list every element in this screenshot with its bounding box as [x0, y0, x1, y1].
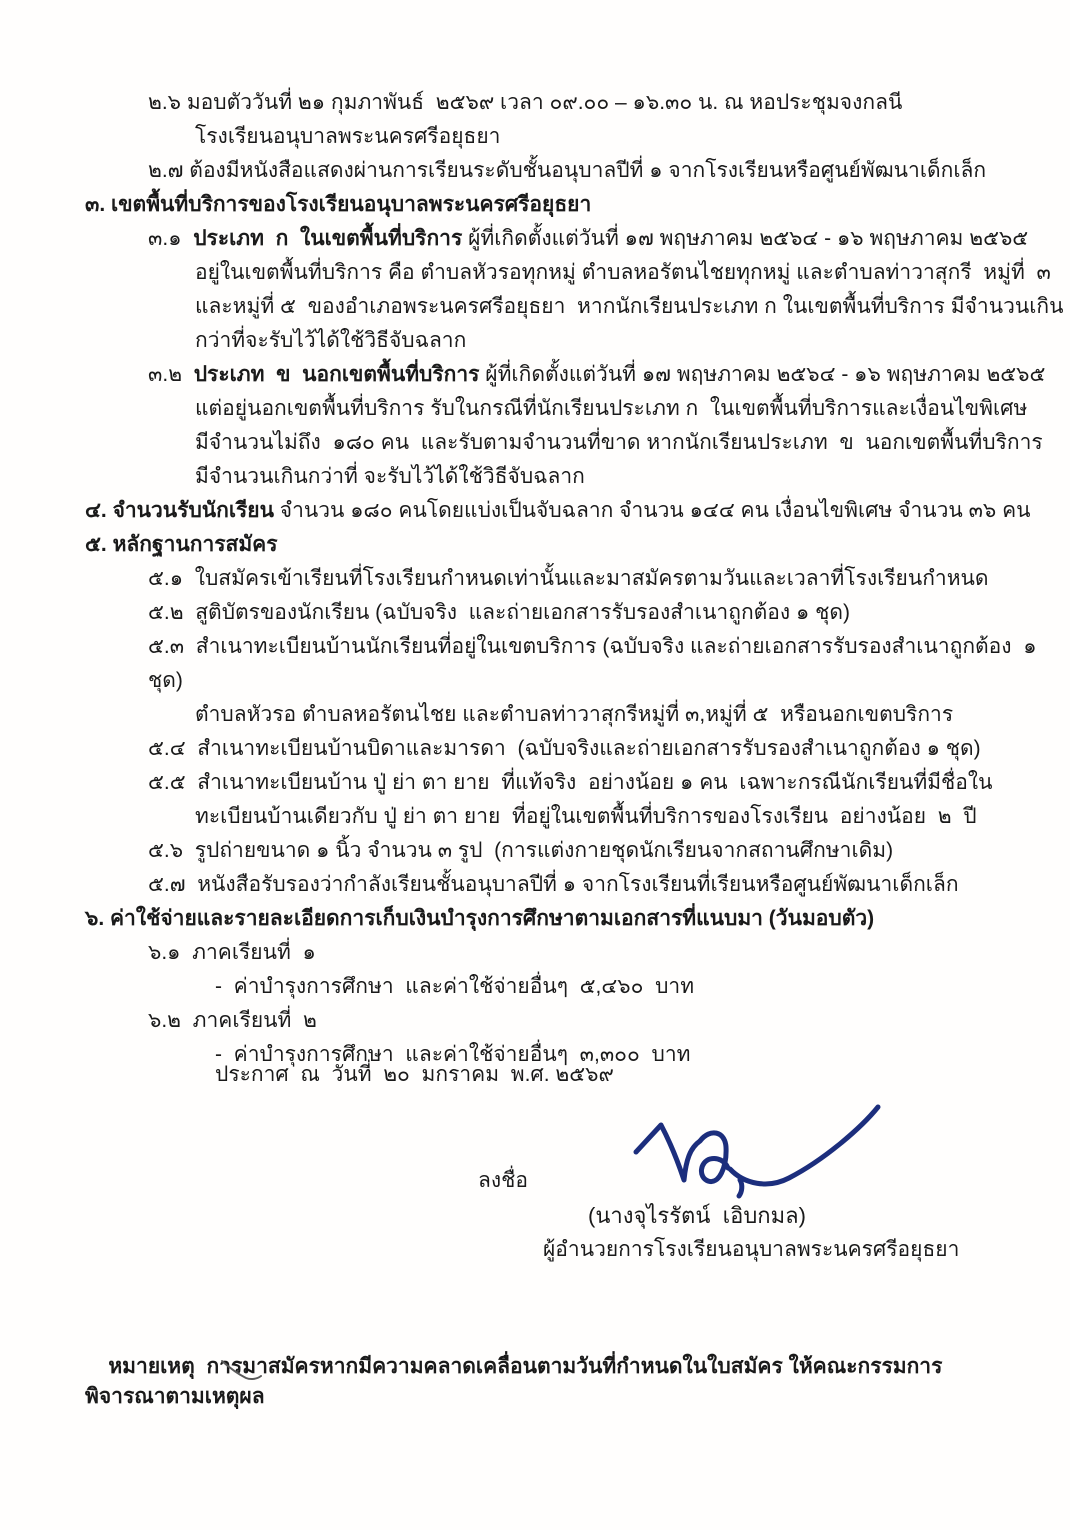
- text-segment: ๕.๖ รูปถ่ายขนาด ๑ นิ้ว จำนวน ๓ รูป (การแต่งกายชุดนักเรียนจากสถานศึกษาเดิม): [148, 839, 894, 862]
- document-line: [0, 970, 1070, 1004]
- text-segment: ๕.๒ สูติบัตรของนักเรียน (ฉบับจริง และถ่ายเอกสารรับรองสำเนาถูกต้อง ๑ ชุด): [148, 601, 851, 624]
- text-segment: ๕. หลักฐานการสมัคร: [85, 533, 278, 556]
- sign-label: ลงชื่อ: [478, 1169, 528, 1192]
- document-line: [0, 358, 1070, 392]
- text-segment: และหมู่ที่ ๕ ของอำเภอพระนครศรีอยุธยา หากนักเรียนประเภท ก ในเขตพื้นที่บริการ มีจำนวนเกิน: [195, 295, 1064, 318]
- text-segment: ๕.๓ สำเนาทะเบียนบ้านนักเรียนที่อยู่ในเขตบริการ (ฉบับจริง และถ่ายเอกสารรับรองสำเนาถูกต้อง ๑ ชุด): [148, 635, 1049, 692]
- document-line: [0, 732, 1070, 766]
- text-segment: อยู่ในเขตพื้นที่บริการ คือ ตำบลหัวรอทุกหมู่ ตำบลหอรัตนไชยทุกหมู่ และตำบลท่าวาสุกรี หมู่ที่ ๓: [195, 261, 1051, 284]
- document-line: [0, 834, 1070, 868]
- signer-title: ผู้อำนวยการโรงเรียนอนุบาลพระนครศรีอยุธยา: [543, 1238, 960, 1261]
- document-line: [0, 800, 1070, 834]
- text-segment: ทะเบียนบ้านเดียวกับ ปู่ ย่า ตา ยาย ที่อยู่ในเขตพื้นที่บริการของโรงเรียน อย่างน้อย ๒ ปี: [195, 805, 977, 828]
- text-segment: ๓. เขตพื้นที่บริการของโรงเรียนอนุบาลพระนครศรีอยุธยา: [85, 193, 592, 216]
- text-segment: ๖.๑ ภาคเรียนที่ ๑: [148, 941, 316, 964]
- document-line: [0, 1004, 1070, 1038]
- document-line: [0, 698, 1070, 732]
- text-segment: ๕.๔ สำเนาทะเบียนบ้านบิดาและมารดา (ฉบับจริงและถ่ายเอกสารรับรองสำเนาถูกต้อง ๑ ชุด): [148, 737, 981, 760]
- document-line: [0, 936, 1070, 970]
- signature-icon: [628, 1096, 883, 1204]
- document-line: [0, 868, 1070, 902]
- issued-date-line: ประกาศ ณ วันที่ ๒๐ มกราคม พ.ศ. ๒๕๖๙: [215, 1063, 614, 1086]
- text-segment: ประเภท ข นอกเขตพื้นที่บริการ: [193, 363, 486, 386]
- document-line: [0, 324, 1070, 358]
- document-line: [0, 460, 1070, 494]
- signer-name: (นางจุไรรัตน์ เอิบกมล): [588, 1203, 806, 1228]
- document-line: [0, 596, 1070, 630]
- text-segment: โรงเรียนอนุบาลพระนครศรีอยุธยา: [195, 125, 501, 148]
- document-line: [0, 188, 1070, 222]
- text-segment: ๔. จำนวนรับนักเรียน: [85, 499, 280, 522]
- document-line: [0, 86, 1070, 120]
- text-segment: ๕.๗ หนังสือรับรองว่ากำลังเรียนชั้นอนุบาลปีที่ ๑ จากโรงเรียนที่เรียนหรือศูนย์พัฒนาเด็กเล็ก: [148, 873, 959, 896]
- text-segment: ๖.๒ ภาคเรียนที่ ๒: [148, 1009, 317, 1032]
- document-line: [0, 290, 1070, 324]
- text-segment: ๒.๗ ต้องมีหนังสือแสดงผ่านการเรียนระดับชั้นอนุบาลปีที่ ๑ จากโรงเรียนหรือศูนย์พัฒนาเด็กเล็ก: [148, 159, 987, 182]
- document-line: [0, 256, 1070, 290]
- text-segment: กว่าที่จะรับไว้ได้ใช้วิธีจับฉลาก: [195, 329, 467, 352]
- text-segment: ๓.๑: [148, 227, 194, 250]
- document-line: [0, 766, 1070, 800]
- text-segment: ผู้ที่เกิดตั้งแต่วันที่ ๑๗ พฤษภาคม ๒๕๖๔ - ๑๖ พฤษภาคม ๒๕๖๕: [468, 227, 1029, 250]
- text-segment: ๕.๕ สำเนาทะเบียนบ้าน ปู่ ย่า ตา ยาย ที่แท้จริง อย่างน้อย ๑ คน เฉพาะกรณีนักเรียนที่มีชื่อใน: [148, 771, 993, 794]
- text-segment: - ค่าบำรุงการศึกษา และค่าใช้จ่ายอื่นๆ ๓,๓๐๐ บาท: [215, 1043, 691, 1066]
- document-line: [0, 902, 1070, 936]
- text-segment: ๕.๑ ใบสมัครเข้าเรียนที่โรงเรียนกำหนดเท่านั้นและมาสมัครตามวันและเวลาที่โรงเรียนกำหนด: [148, 567, 989, 590]
- document-line: [0, 222, 1070, 256]
- text-segment: จำนวน ๑๘๐ คนโดยแบ่งเป็นจับฉลาก จำนวน ๑๔๔ คน เงื่อนไขพิเศษ จำนวน ๓๖ คน: [279, 499, 1031, 522]
- text-segment: ผู้ที่เกิดตั้งแต่วันที่ ๑๗ พฤษภาคม ๒๕๖๔ - ๑๖ พฤษภาคม ๒๕๖๕: [485, 363, 1046, 386]
- document-line: [0, 494, 1070, 528]
- text-segment: ๒.๖ มอบตัววันที่ ๒๑ กุมภาพันธ์ ๒๕๖๙ เวลา ๐๙.๐๐ – ๑๖.๓๐ น. ณ หอประชุมจงกลนี: [148, 91, 903, 114]
- text-segment: ประเภท ก ในเขตพื้นที่บริการ: [193, 227, 469, 250]
- text-segment: ๖. ค่าใช้จ่ายและรายละเอียดการเก็บเงินบำรุงการศึกษาตามเอกสารที่แนบมา (วันมอบตัว): [85, 907, 875, 930]
- text-segment: แต่อยู่นอกเขตพื้นที่บริการ รับในกรณีที่นักเรียนประเภท ก ในเขตพื้นที่บริการและเงื่อนไขพิเศษ: [195, 397, 1028, 420]
- text-segment: ๓.๒: [148, 363, 194, 386]
- footnote-label: หมายเหตุ: [108, 1355, 195, 1378]
- text-segment: ตำบลหัวรอ ตำบลหอรัตนไชย และตำบลท่าวาสุกรีหมู่ที่ ๓,หมู่ที่ ๕ หรือนอกเขตบริการ: [195, 703, 954, 726]
- document-line: [0, 562, 1070, 596]
- text-segment: มีจำนวนไม่ถึง ๑๘๐ คน และรับตามจำนวนที่ขาด หากนักเรียนประเภท ข นอกเขตพื้นที่บริการ: [195, 431, 1043, 454]
- document-line: [0, 154, 1070, 188]
- pen-mark-icon: [218, 1357, 264, 1385]
- text-segment: มีจำนวนเกินกว่าที่ จะรับไว้ได้ใช้วิธีจับฉลาก: [195, 465, 585, 488]
- document-line: [0, 630, 1070, 698]
- document-line: [0, 528, 1070, 562]
- text-segment: - ค่าบำรุงการศึกษา และค่าใช้จ่ายอื่นๆ ๕,๔๖๐ บาท: [215, 975, 695, 998]
- document-line: [0, 120, 1070, 154]
- footnote-text: การมาสมัครหากมีความคลาดเคลื่อนตามวันที่กำหนดในใบสมัคร ให้คณะกรรมการพิจารณาตามเหตุผล: [85, 1355, 943, 1408]
- document-line: [0, 392, 1070, 426]
- document-line: [0, 426, 1070, 460]
